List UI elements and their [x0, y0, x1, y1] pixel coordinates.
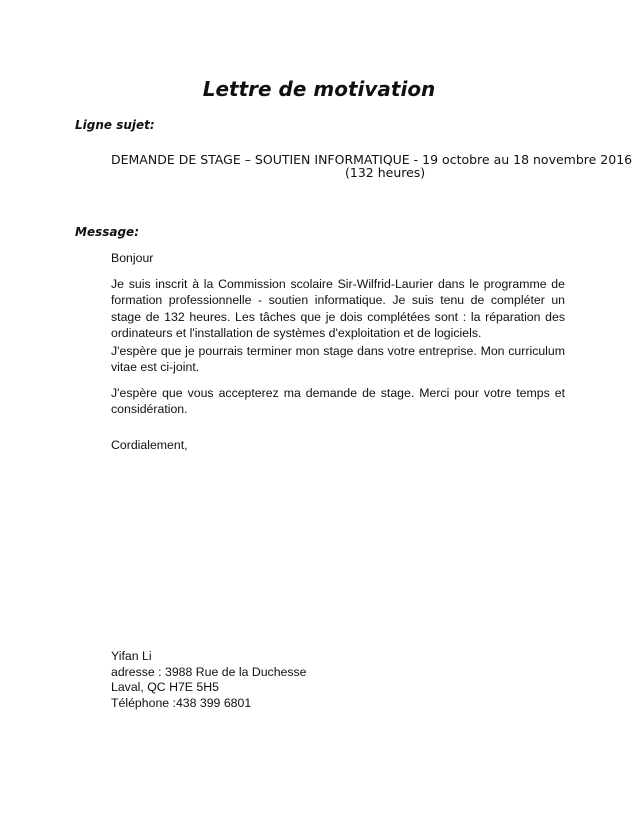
signature-city: Laval, QC H7E 5H5 — [111, 680, 219, 695]
paragraph-thanks: J'espère que vous accepterez ma demande de stage. Merci pour votre temps et considération. — [111, 386, 565, 417]
paragraph-intro: Je suis inscrit à la Commission scolaire Sir-Wilfrid-Laurier dans le programme de formation professionnelle - soutien informatique. Je suis tenu de compléter un stage de 132 heures. Les tâches que je dois complétées sont : la réparation des ordinateurs et l'installation de systèmes d'exploitation et de logiciels. — [111, 277, 565, 341]
subject-label: Ligne sujet: — [75, 118, 155, 132]
message-label: Message: — [75, 225, 139, 239]
signature-block — [111, 649, 531, 712]
greeting: Bonjour — [111, 251, 154, 265]
signature-name: Yifan Li — [111, 649, 152, 663]
subject-hours: (132 heures) — [345, 165, 426, 180]
document-title: Lettre de motivation — [202, 77, 436, 101]
closing: Cordialement, — [111, 438, 188, 452]
paragraph-request: J'espère que je pourrais terminer mon stage dans votre entreprise. Mon curriculum vitae est ci-joint. — [111, 344, 565, 375]
signature-address: adresse : 3988 Rue de la Duchesse — [111, 664, 307, 679]
signature-phone: Téléphone :438 399 6801 — [111, 696, 252, 711]
subject-line: DEMANDE DE STAGE – SOUTIEN INFORMATIQUE - 19 octobre au 18 novembre 2016 — [111, 152, 633, 167]
